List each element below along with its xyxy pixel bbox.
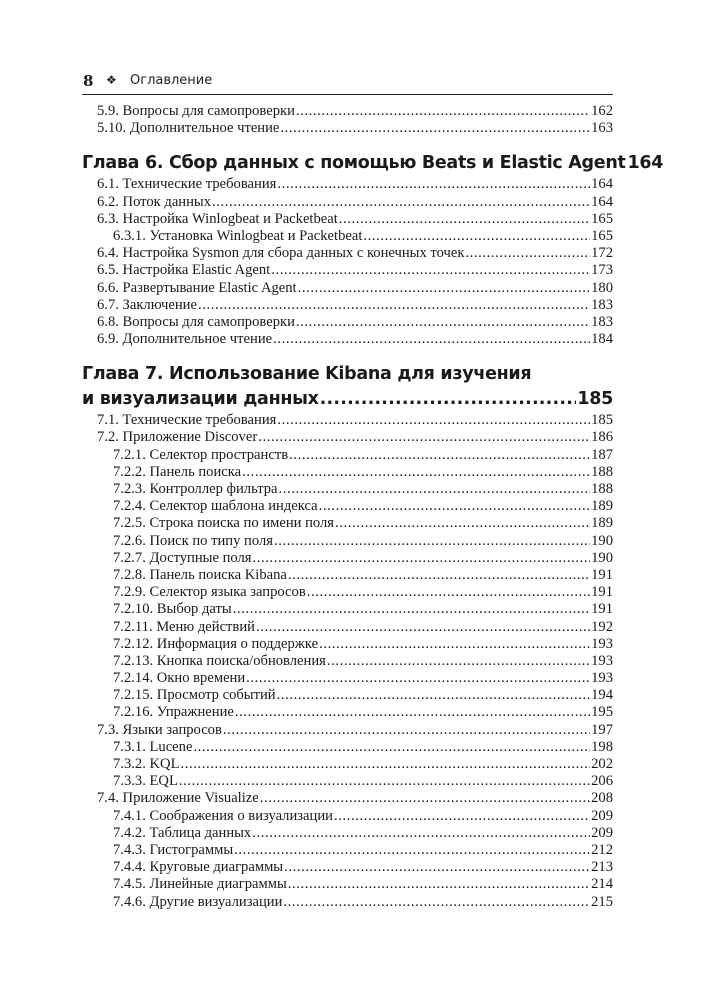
entry-page: 213: [591, 859, 613, 876]
toc-entry[interactable]: [82, 194, 613, 211]
entry-page: 192: [591, 618, 613, 635]
entry-title: 6.8. Вопросы для самопроверки: [97, 313, 295, 330]
entry-title: 7.4. Приложение Visualize: [97, 790, 259, 807]
entry-page: 187: [591, 446, 613, 463]
dot-leader: [246, 670, 590, 687]
toc-entry[interactable]: [82, 859, 613, 876]
dot-leader: [319, 498, 590, 515]
toc-entry[interactable]: [82, 704, 613, 721]
entry-title: 7.2.13. Кнопка поиска/обновления: [113, 652, 326, 669]
entry-title: 7.2.9. Селектор языка запросов: [113, 584, 306, 601]
toc-entry[interactable]: [82, 584, 613, 601]
entry-title: 6.2. Поток данных: [97, 193, 212, 210]
entry-title: 7.4.2. Таблица данных: [113, 824, 252, 841]
toc-entry[interactable]: [82, 515, 613, 532]
entry-title: 7.2.15. Просмотр событий: [113, 687, 276, 704]
toc-entry[interactable]: [82, 331, 613, 348]
entry-title: 7.2.6. Поиск по типу поля: [113, 532, 273, 549]
dot-leader: [277, 687, 591, 704]
toc-entry[interactable]: [82, 550, 613, 567]
dot-leader: [256, 619, 590, 636]
toc-entry[interactable]: [82, 773, 613, 790]
dot-leader: [253, 550, 591, 567]
dot-leader: [288, 876, 590, 893]
entry-page: 185: [591, 412, 613, 429]
entry-page: 183: [591, 313, 613, 330]
toc-entry[interactable]: [82, 464, 613, 481]
dot-leader: [335, 515, 590, 532]
toc-entry[interactable]: [82, 447, 613, 464]
dot-leader: [288, 567, 590, 584]
entry-page: 191: [591, 601, 613, 618]
entry-page: 186: [591, 429, 613, 446]
entry-title: 7.4.4. Круговые диаграммы: [113, 859, 284, 876]
toc-entry[interactable]: [82, 825, 613, 842]
toc-entry[interactable]: [82, 876, 613, 893]
dot-leader: [277, 412, 590, 429]
dot-leader: [260, 790, 590, 807]
dot-leader: [234, 842, 590, 859]
toc-entry[interactable]: [82, 176, 613, 193]
chapter-page: 164: [627, 153, 664, 174]
entry-title: 7.2.12. Информация о поддержке: [113, 635, 319, 652]
entry-page: 193: [591, 635, 613, 652]
chapter-title: и визуализации данных: [82, 389, 319, 410]
entry-page: 191: [591, 584, 613, 601]
toc-entry[interactable]: [82, 722, 613, 739]
entry-title: 5.10. Дополнительное чтение: [97, 120, 280, 137]
dot-leader: [465, 245, 590, 262]
entry-title: 6.1. Технические требования: [97, 176, 277, 193]
entry-page: 191: [591, 566, 613, 583]
entry-page: 172: [591, 245, 613, 262]
entry-title: 7.2.5. Строка поиска по имени поля: [113, 515, 335, 532]
dot-leader: [296, 103, 590, 120]
header-rule: [82, 94, 613, 95]
entry-title: 7.3. Языки запросов: [97, 721, 222, 738]
entry-title: 6.3. Настройка Winlogbeat и Packetbeat: [97, 210, 338, 227]
dot-leader: [193, 739, 590, 756]
entry-page: 195: [591, 704, 613, 721]
entry-title: 7.2.14. Окно времени: [113, 670, 246, 687]
toc-entry[interactable]: [82, 120, 613, 137]
toc-section-pre: [82, 103, 613, 137]
toc-entry[interactable]: [82, 481, 613, 498]
chapter-title: Глава 6. Сбор данных с помощью Beats и Elastic Agent: [82, 153, 626, 174]
dot-leader: [284, 859, 590, 876]
dot-leader: [271, 262, 590, 279]
toc-entry[interactable]: [82, 756, 613, 773]
entry-title: 7.3.2. KQL: [113, 756, 180, 772]
entry-page: 189: [591, 498, 613, 515]
toc-entry[interactable]: [82, 842, 613, 859]
dot-leader: [320, 387, 577, 412]
dot-leader: [252, 825, 590, 842]
entry-page: 214: [591, 876, 613, 893]
toc-entry[interactable]: [82, 687, 613, 704]
dot-leader: [280, 120, 590, 137]
entry-page: 194: [591, 687, 613, 704]
entry-page: 188: [591, 463, 613, 480]
dot-leader: [258, 429, 590, 446]
toc-entry[interactable]: [82, 498, 613, 515]
chapter-heading-7[interactable]: [82, 387, 613, 412]
toc-entry[interactable]: [82, 808, 613, 825]
entry-page: 165: [591, 227, 613, 244]
entry-page: 165: [591, 210, 613, 227]
dot-leader: [363, 228, 590, 245]
entry-title: 5.9. Вопросы для самопроверки: [97, 103, 295, 119]
toc-entry[interactable]: [82, 601, 613, 618]
dot-leader: [339, 211, 590, 228]
toc-entry[interactable]: [82, 412, 613, 429]
dot-leader: [223, 722, 590, 739]
toc-entry[interactable]: [82, 314, 613, 331]
toc-entry[interactable]: [82, 790, 613, 807]
dot-leader: [319, 636, 590, 653]
toc-entry[interactable]: [82, 653, 613, 670]
dot-leader: [233, 601, 590, 618]
entry-page: 197: [591, 721, 613, 738]
entry-page: 173: [591, 262, 613, 279]
dot-leader: [274, 533, 590, 550]
toc-entry[interactable]: [82, 280, 613, 297]
toc-entry[interactable]: [82, 429, 613, 446]
entry-page: 209: [591, 824, 613, 841]
chapter-7-entries: [82, 412, 613, 910]
entry-page: 180: [591, 279, 613, 296]
toc-entry[interactable]: [82, 636, 613, 653]
entry-page: 209: [591, 807, 613, 824]
entry-title: 7.2.16. Упражнение: [113, 704, 234, 721]
toc-entry[interactable]: [82, 567, 613, 584]
entry-page: 163: [591, 120, 613, 137]
chapter-page: 185: [577, 389, 613, 410]
toc-entry[interactable]: [82, 211, 613, 228]
entry-title: 7.2.3. Контроллер фильтра: [113, 481, 278, 497]
entry-title: 7.3.1. Lucene: [113, 738, 193, 755]
dot-leader: [235, 704, 590, 721]
ornament-icon: ❖: [106, 73, 117, 87]
entry-page: 208: [591, 790, 613, 807]
entry-title: 7.1. Технические требования: [97, 412, 277, 429]
dot-leader: [289, 447, 590, 464]
dot-leader: [298, 280, 591, 297]
entry-title: 7.2.4. Селектор шаблона индекса: [113, 498, 318, 515]
entry-title: 6.6. Развертывание Elastic Agent: [97, 279, 297, 296]
toc-entry[interactable]: [82, 297, 613, 314]
dot-leader: [180, 756, 590, 773]
entry-title: 7.4.6. Другие визуализации: [113, 893, 283, 910]
dot-leader: [242, 464, 590, 481]
entry-title: 7.3.3. EQL: [113, 773, 178, 790]
entry-page: 198: [591, 738, 613, 755]
entry-page: 189: [591, 515, 613, 532]
header-title: Оглавление: [130, 73, 213, 88]
entry-page: 212: [591, 841, 613, 858]
entry-page: 193: [591, 652, 613, 669]
entry-title: 6.4. Настройка Sysmon для сбора данных с конечных точек: [97, 245, 465, 262]
toc-entry[interactable]: [82, 670, 613, 687]
entry-page: 164: [591, 193, 613, 210]
chapter-heading-6[interactable]: [82, 151, 664, 176]
entry-title: 6.9. Дополнительное чтение: [97, 331, 273, 348]
entry-page: 193: [591, 670, 613, 687]
entry-title: 7.2.10. Выбор даты: [113, 601, 232, 618]
chapter-heading-7-line1[interactable]: Глава 7. Использование Kibana для изучения: [82, 364, 532, 385]
dot-leader: [277, 176, 590, 193]
entry-title: 7.2.7. Доступные поля: [113, 549, 252, 566]
toc-entry[interactable]: [82, 739, 613, 756]
entry-page: 183: [591, 296, 613, 313]
entry-title: 7.4.1. Соображения о визуализации: [113, 807, 333, 824]
toc-entry[interactable]: [82, 103, 613, 120]
toc-entry[interactable]: [82, 245, 613, 262]
dot-leader: [296, 314, 590, 331]
entry-title: 6.5. Настройка Elastic Agent: [97, 262, 271, 279]
entry-title: 7.4.3. Гистограммы: [113, 841, 234, 858]
entry-title: 7.2.1. Селектор пространств: [113, 446, 289, 463]
entry-page: 215: [591, 893, 613, 910]
entry-page: 190: [591, 532, 613, 549]
entry-page: 190: [591, 549, 613, 566]
dot-leader: [179, 773, 590, 790]
chapter-6-entries: [82, 176, 613, 348]
dot-leader: [307, 584, 590, 601]
entry-page: 184: [591, 331, 613, 348]
dot-leader: [279, 481, 591, 498]
entry-title: 6.7. Заключение: [97, 296, 197, 313]
toc-entry[interactable]: [82, 228, 613, 245]
page-number: 8: [83, 72, 94, 90]
toc-entry[interactable]: [82, 262, 613, 279]
dot-leader: [273, 331, 590, 348]
entry-page: 188: [591, 481, 613, 497]
entry-page: 202: [591, 756, 613, 772]
entry-title: 7.2.8. Панель поиска Kibana: [113, 566, 287, 583]
running-header: [82, 70, 613, 92]
dot-leader: [283, 894, 590, 911]
entry-title: 6.3.1. Установка Winlogbeat и Packetbeat: [113, 227, 363, 244]
dot-leader: [334, 808, 590, 825]
dot-leader: [327, 653, 590, 670]
dot-leader: [212, 194, 590, 211]
dot-leader: [198, 297, 590, 314]
table-of-contents: [82, 103, 664, 911]
toc-entry[interactable]: [82, 533, 613, 550]
entry-title: 7.2.11. Меню действий: [113, 618, 255, 635]
entry-page: 162: [591, 103, 613, 119]
entry-title: 7.4.5. Линейные диаграммы: [113, 876, 287, 893]
toc-entry[interactable]: [82, 619, 613, 636]
toc-entry[interactable]: [82, 894, 613, 911]
entry-page: 164: [591, 176, 613, 193]
entry-page: 206: [591, 773, 613, 790]
entry-title: 7.2.2. Панель поиска: [113, 463, 242, 480]
entry-title: 7.2. Приложение Discover: [97, 429, 258, 446]
